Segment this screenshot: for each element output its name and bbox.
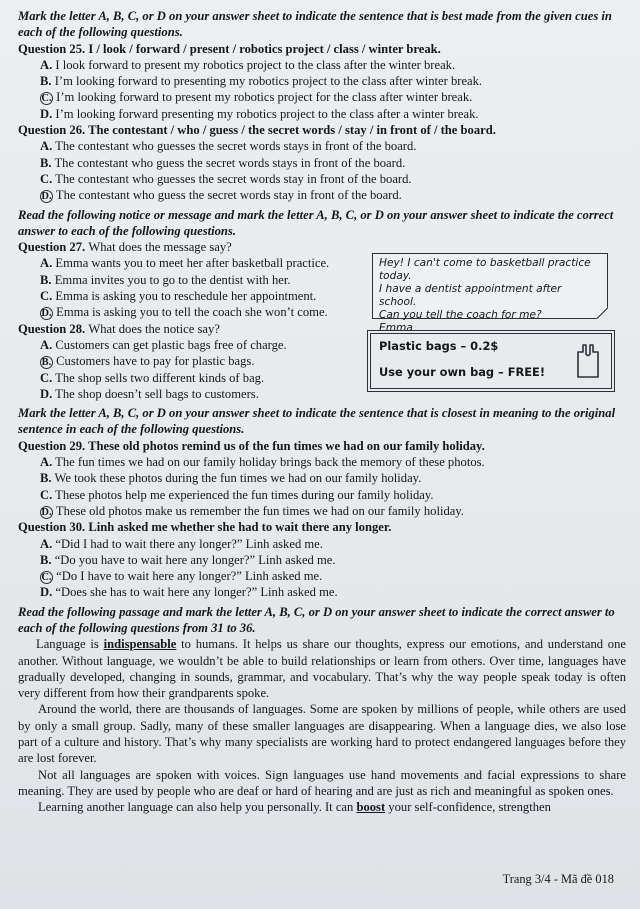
option-c[interactable]: C. Emma is asking you to reschedule her appointment. [40,289,317,304]
option-c[interactable]: C. The shop sells two different kinds of bag. [40,370,265,385]
question-25 [18,41,626,122]
option-b[interactable]: B. “Do you have to wait here any longer?” Linh asked me. [40,552,336,567]
question-number: Question 30. [18,520,86,535]
question-text: What does the notice say? [88,321,220,336]
question-cue: I / look / forward / present / robotics project / class / winter break. [88,41,441,56]
option-c[interactable]: C. I’m looking forward to present my robotics project for the class after winter break. [41,90,473,105]
option-a[interactable]: A. Customers can get plastic bags free of charge. [40,337,287,352]
answer-circle-mark: D. [41,308,52,320]
message-line: Can you tell the coach for me? [379,309,542,322]
page-footer: Trang 3/4 - Mã đề 018 [502,871,614,886]
answer-circle-mark: D. [41,506,52,518]
question-26 [18,122,626,203]
question-number: Question 29. [18,438,86,453]
passage-paragraph-4: Learning another language can also help you personally. It can boost your self-confidence, strengthen [38,800,551,815]
option-b[interactable]: B. Customers have to pay for plastic bags. [41,354,255,369]
reading-passage [18,636,626,815]
folded-corner-icon [596,307,608,319]
answer-circle-mark: B. [41,357,52,369]
instruction-section-2: Read the following notice or message and mark the letter A, B, C, or D on your answer sheet to indicate the correct answer to each of the following questions. [18,207,614,238]
notice-price-line: Plastic bags – 0.2$ [379,338,499,353]
option-d[interactable]: D. The shop doesn’t sell bags to customers. [40,386,259,401]
option-c[interactable]: C. “Do I have to wait here any longer?” Linh asked me. [41,569,323,584]
option-a[interactable]: A. The contestant who guesses the secret words stays in front of the board. [40,139,417,154]
answer-circle-mark: C. [41,93,52,105]
question-number: Question 28. [18,321,86,336]
option-b[interactable]: B. I’m looking forward to presenting my robotics project to the class after winter break. [40,74,483,89]
option-b[interactable]: B. Emma invites you to go to the dentist with her. [40,272,291,287]
message-note [372,253,608,335]
instruction-section-1: Mark the letter A, B, C, or D on your answer sheet to indicate the sentence that is best made from the given cues in each of the following questions. [18,9,612,40]
option-c[interactable]: C. These photos help me experienced the fun times during our family holiday. [40,487,434,502]
instruction-section-3: Mark the letter A, B, C, or D on your answer sheet to indicate the sentence that is closest in meaning to the original sentence in each of the following questions. [18,406,616,437]
instruction-section-4: Read the following passage and mark the letter A, B, C, or D on your answer sheet to indicate the correct answer to each of the following questions from 31 to 36. [18,604,615,635]
option-a[interactable]: A. I look forward to present my robotics project to the class after the winter break. [40,57,456,72]
answer-circle-mark: C. [41,572,52,584]
question-number: Question 26. [18,123,86,138]
passage-paragraph-1: Language is indispensable to humans. It helps us share our thoughts, express our emotions, and understand one another. Without language, we wouldn’t be able to build relationships or learn from others. Over time, languages have gradually developed, changing in sounds, grammar, and vocabulary. That’s why the way people speak today is often very different from how their grandparents spoke. [18,637,626,701]
option-d[interactable]: D. These old photos make us remember the fun times we had on our family holiday. [41,503,464,518]
option-d[interactable]: D. Emma is asking you to tell the coach she won’t come. [41,305,328,320]
option-b[interactable]: B. The contestant who guess the secret words stays in front of the board. [40,155,406,170]
question-number: Question 25. [18,41,86,56]
question-number: Question 27. [18,240,86,255]
option-a[interactable]: A. “Did I had to wait there any longer?” Linh asked me. [40,536,323,551]
question-sentence: Linh asked me whether she had to wait there any longer. [88,520,392,535]
passage-paragraph-3: Not all languages are spoken with voices. Sign languages use hand movements and facial expressions to share meaning. They are used by people who are deaf or hard of hearing and are just as rich and meaningful as spoken ones. [18,767,626,798]
question-30 [18,519,626,600]
question-sentence: These old photos remind us of the fun times we had on our family holiday. [88,438,485,453]
question-28 [18,321,626,402]
answer-circle-mark: D. [41,191,52,203]
message-signature: Emma [379,322,413,335]
plastic-bag-notice [370,333,612,389]
question-cue: The contestant / who / guess / the secret words / stay / in front of / the board. [88,123,496,138]
shopping-bag-icon [575,342,601,380]
question-29 [18,438,626,519]
underlined-word: boost [356,800,386,815]
option-c[interactable]: C. The contestant who guesses the secret words stay in front of the board. [40,171,412,186]
message-line: Hey! I can't come to basketball practice today. [379,257,591,283]
option-a[interactable]: A. The fun times we had on our family holiday brings back the memory of these photos. [40,455,485,470]
option-d[interactable]: D. “Does she has to wait here any longer?” Linh asked me. [40,585,338,600]
question-text: What does the message say? [88,240,232,255]
option-a[interactable]: A. Emma wants you to meet her after basketball practice. [40,256,330,271]
option-d[interactable]: D. The contestant who guess the secret words stay in front of the board. [41,188,402,203]
underlined-word: indispensable [103,637,177,652]
option-b[interactable]: B. We took these photos during the fun times we had on our family holiday. [40,471,422,486]
notice-free-line: Use your own bag – FREE! [379,364,546,379]
passage-paragraph-2: Around the world, there are thousands of languages. Some are spoken by millions of people, while others are used by only a small group. Sadly, many of these smaller languages are disappearing. When a language dies, we also lose part of a culture and history. That’s why many specialists are working hard to protect endangered languages before they are lost forever. [18,702,626,766]
option-d[interactable]: D. I’m looking forward presenting my robotics project to the class after a winter break. [40,106,479,121]
message-line: I have a dentist appointment after school. [379,283,562,309]
